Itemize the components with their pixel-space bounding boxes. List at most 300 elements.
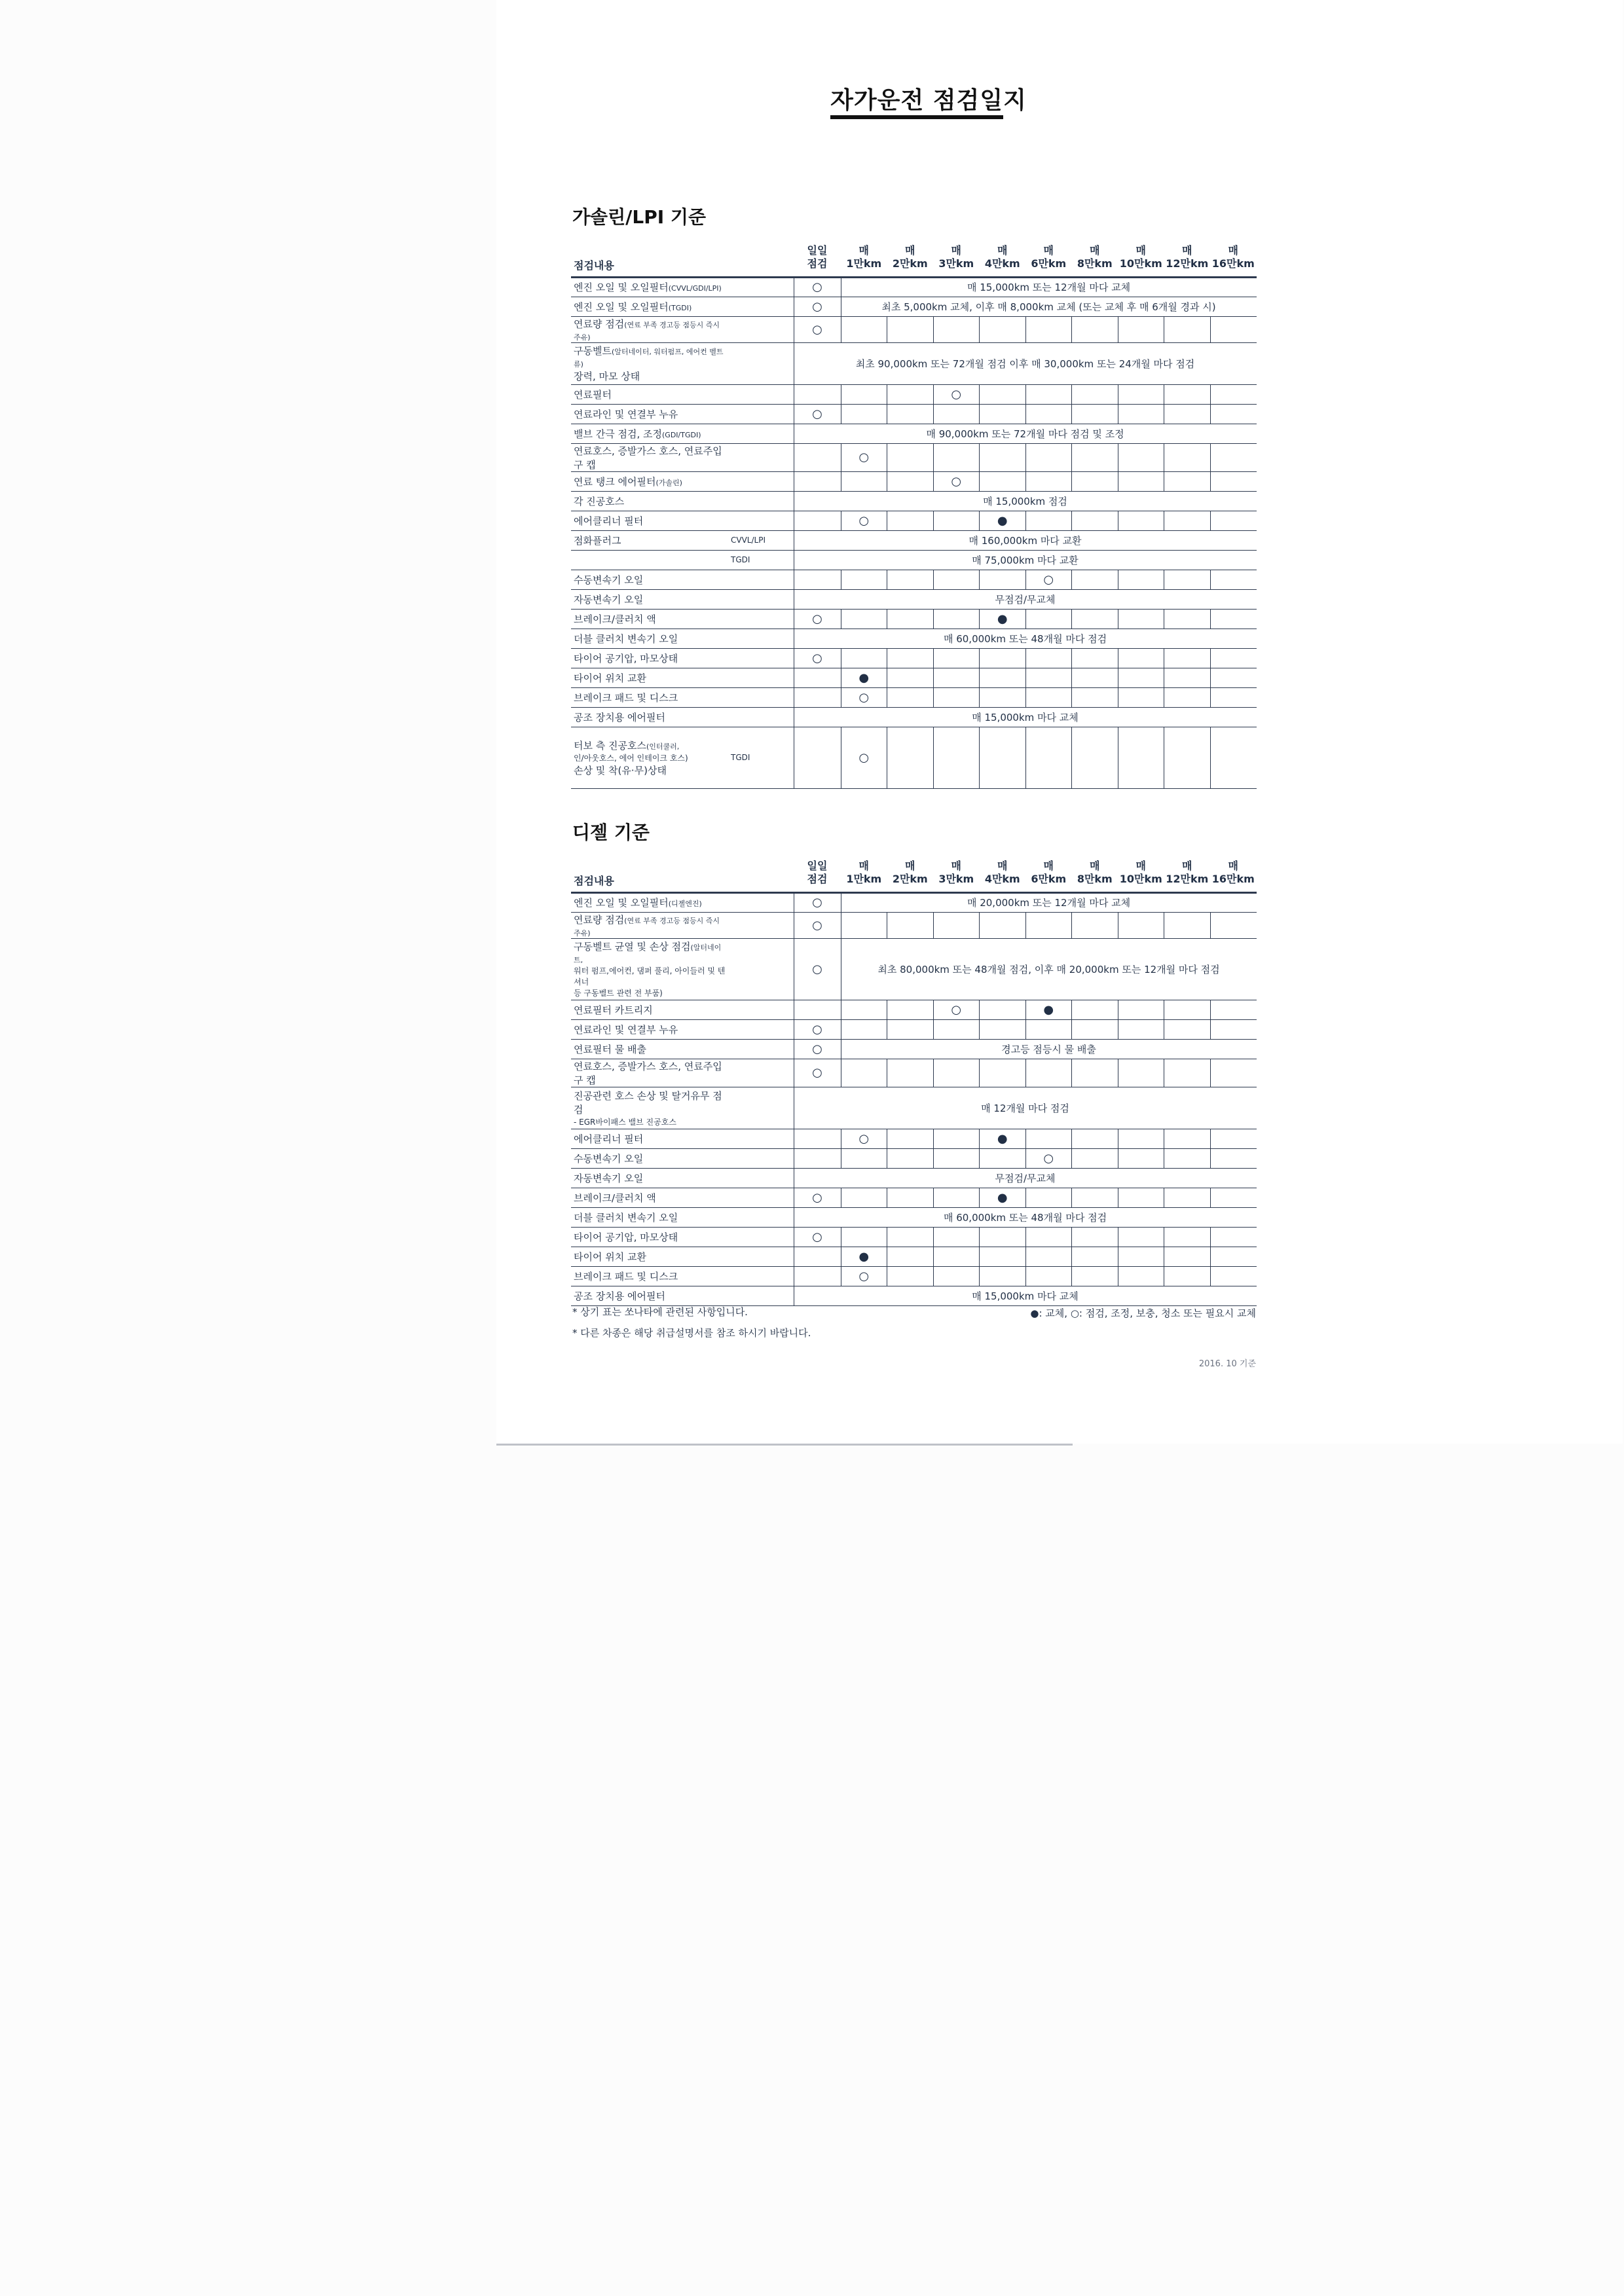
interval-mark xyxy=(841,648,887,668)
daily-check-mark: ○ xyxy=(794,648,841,668)
interval-mark xyxy=(1210,384,1257,404)
header-daily-bottom: 점검 xyxy=(807,257,828,270)
header-interval-bottom: 4만km xyxy=(984,873,1020,886)
interval-mark xyxy=(980,1000,1026,1019)
interval-mark xyxy=(1118,471,1164,491)
interval-mark xyxy=(1164,1247,1211,1266)
interval-mark xyxy=(1210,1247,1257,1266)
item-name: 연료 탱크 에어필터 xyxy=(574,475,656,488)
header-interval xyxy=(841,854,887,892)
interval-mark xyxy=(1118,727,1164,788)
header-daily-bottom: 점검 xyxy=(807,873,828,886)
interval-mark xyxy=(980,316,1026,342)
interval-mark xyxy=(841,1188,887,1207)
interval-mark xyxy=(1164,1129,1211,1148)
item-label xyxy=(571,589,728,609)
interval-mark xyxy=(1072,648,1118,668)
item-label xyxy=(571,609,728,629)
item-label xyxy=(571,1266,728,1286)
table-row xyxy=(571,727,1257,788)
header-interval xyxy=(1210,239,1257,277)
header-interval-top: 매 xyxy=(1043,860,1054,873)
item-engine-type xyxy=(728,511,794,530)
interval-mark xyxy=(887,404,934,424)
interval-mark: ○ xyxy=(1025,570,1072,589)
item-engine-type xyxy=(728,424,794,443)
item-name: 엔진 오일 및 오일필터 xyxy=(574,301,669,313)
header-interval-bottom: 16만km xyxy=(1211,873,1255,886)
item-engine-type: CVVL/LPI xyxy=(728,530,794,550)
header-interval-top: 매 xyxy=(1182,244,1192,257)
item-label xyxy=(571,938,728,1000)
table-row xyxy=(571,1207,1257,1227)
interval-mark xyxy=(1025,1266,1072,1286)
daily-check-mark xyxy=(794,1247,841,1266)
item-note: (CVVL/GDI/LPI) xyxy=(668,284,722,293)
interval-mark xyxy=(1118,687,1164,707)
header-interval-bottom: 4만km xyxy=(984,257,1020,270)
header-interval xyxy=(887,239,934,277)
interval-mark xyxy=(1164,316,1211,342)
interval-mark xyxy=(980,404,1026,424)
header-interval xyxy=(1164,854,1211,892)
interval-mark xyxy=(887,668,934,687)
interval-mark xyxy=(1072,1188,1118,1207)
interval-mark xyxy=(841,471,887,491)
table-row xyxy=(571,648,1257,668)
table-row xyxy=(571,424,1257,443)
daily-check-mark xyxy=(794,1129,841,1148)
item-note: (알터네이터, 워터펌프, 에어컨 벨트류) xyxy=(574,348,724,369)
item-name: 브레이크 패드 및 디스크 xyxy=(574,1270,678,1283)
header-interval-top: 매 xyxy=(1043,244,1054,257)
interval-span-note: 매 160,000km 마다 교환 xyxy=(794,530,1257,550)
table-row xyxy=(571,1129,1257,1148)
interval-mark xyxy=(1210,511,1257,530)
interval-span-note: 매 15,000km 또는 12개월 마다 교체 xyxy=(841,277,1257,297)
item-name: 공조 장치용 에어필터 xyxy=(574,711,665,723)
interval-mark xyxy=(1025,1227,1072,1247)
item-engine-type xyxy=(728,384,794,404)
item-label xyxy=(571,550,728,570)
interval-mark xyxy=(887,648,934,668)
item-label xyxy=(571,1019,728,1039)
item-engine-type xyxy=(728,471,794,491)
daily-check-mark xyxy=(794,668,841,687)
interval-mark xyxy=(1025,727,1072,788)
item-label xyxy=(571,316,728,342)
item-name: 진공관련 호스 손상 및 탈거유무 점검 xyxy=(574,1089,722,1116)
interval-mark xyxy=(1118,1188,1164,1207)
daily-check-mark xyxy=(794,727,841,788)
table-row xyxy=(571,1188,1257,1207)
interval-span-note: 매 75,000km 마다 교환 xyxy=(794,550,1257,570)
daily-check-mark xyxy=(794,443,841,471)
item-name: 연료필터 xyxy=(574,388,612,401)
item-name-continued: 인/아웃호스, 에어 인테이크 호스) xyxy=(574,753,688,763)
interval-mark xyxy=(1164,1000,1211,1019)
item-note: (GDI/TGDI) xyxy=(662,430,701,439)
interval-mark xyxy=(1072,1247,1118,1266)
item-engine-type xyxy=(728,1087,794,1129)
header-interval-top: 매 xyxy=(1228,244,1238,257)
interval-mark xyxy=(933,609,980,629)
interval-mark xyxy=(1164,1188,1211,1207)
item-name: 공조 장치용 에어필터 xyxy=(574,1290,665,1302)
interval-mark xyxy=(841,316,887,342)
interval-mark xyxy=(1210,404,1257,424)
item-name: 타이어 공기압, 마모상태 xyxy=(574,1231,678,1243)
table-header-row xyxy=(571,854,1257,892)
interval-mark xyxy=(933,687,980,707)
interval-mark xyxy=(841,1148,887,1168)
header-interval-bottom: 2만km xyxy=(892,873,928,886)
item-name: 연료량 점검 xyxy=(574,913,625,926)
interval-mark xyxy=(980,687,1026,707)
header-interval-bottom: 16만km xyxy=(1211,257,1255,270)
interval-span-note: 최초 5,000km 교체, 이후 매 8,000km 교체 (또는 교체 후 매 6개월 경과 시) xyxy=(841,297,1257,316)
interval-mark xyxy=(1164,912,1211,938)
interval-mark xyxy=(841,404,887,424)
item-note: (연료 부족 경고등 점등시 즉시 주유) xyxy=(574,320,720,342)
interval-mark xyxy=(1118,384,1164,404)
item-label xyxy=(571,1148,728,1168)
interval-mark xyxy=(1210,316,1257,342)
interval-mark xyxy=(841,609,887,629)
table-row xyxy=(571,609,1257,629)
interval-mark: ○ xyxy=(841,1266,887,1286)
interval-span-note: 최초 80,000km 또는 48개월 점검, 이후 매 20,000km 또는 12개월 마다 점검 xyxy=(841,938,1257,1000)
item-engine-type xyxy=(728,892,794,912)
interval-mark xyxy=(1072,1266,1118,1286)
interval-mark xyxy=(887,1059,934,1087)
interval-mark xyxy=(887,1188,934,1207)
daily-check-mark xyxy=(794,570,841,589)
header-interval xyxy=(1025,854,1072,892)
item-label xyxy=(571,1129,728,1148)
interval-mark xyxy=(1210,471,1257,491)
daily-check-mark xyxy=(794,1266,841,1286)
edition-date: 2016. 10 기준 xyxy=(1198,1359,1256,1369)
interval-mark xyxy=(980,668,1026,687)
daily-check-mark: ○ xyxy=(794,404,841,424)
item-name: 더블 클러치 변속기 오일 xyxy=(574,632,678,645)
interval-mark xyxy=(1210,648,1257,668)
table-row xyxy=(571,1059,1257,1087)
item-engine-type xyxy=(728,1227,794,1247)
table-row xyxy=(571,1000,1257,1019)
interval-mark xyxy=(887,570,934,589)
item-name: 연료량 점검 xyxy=(574,318,625,330)
table-row xyxy=(571,342,1257,384)
interval-mark xyxy=(1025,687,1072,707)
item-engine-type xyxy=(728,342,794,384)
symbol-legend: ●: 교체, ○: 점검, 조정, 보충, 청소 또는 필요시 교체 xyxy=(1030,1307,1256,1319)
item-label xyxy=(571,707,728,727)
header-interval-bottom: 3만km xyxy=(938,257,974,270)
header-interval-top: 매 xyxy=(997,244,1008,257)
interval-mark xyxy=(933,511,980,530)
item-name: 타이어 위치 교환 xyxy=(574,672,646,684)
table-row xyxy=(571,1039,1257,1059)
interval-mark xyxy=(887,1000,934,1019)
interval-mark xyxy=(1164,570,1211,589)
interval-mark xyxy=(1025,1129,1072,1148)
item-name: 자동변속기 오일 xyxy=(574,1172,644,1184)
interval-mark xyxy=(1118,1266,1164,1286)
item-name: 에어클리너 필터 xyxy=(574,1133,644,1145)
interval-mark: ○ xyxy=(841,443,887,471)
daily-check-mark xyxy=(794,687,841,707)
item-engine-type xyxy=(728,1129,794,1148)
table-row xyxy=(571,912,1257,938)
interval-mark xyxy=(1025,384,1072,404)
interval-mark xyxy=(1072,471,1118,491)
interval-mark xyxy=(1210,609,1257,629)
daily-check-mark: ○ xyxy=(794,609,841,629)
item-name: 브레이크/클러치 액 xyxy=(574,613,656,625)
header-interval-top: 매 xyxy=(951,244,961,257)
interval-mark xyxy=(841,384,887,404)
interval-mark xyxy=(1118,1129,1164,1148)
item-label xyxy=(571,404,728,424)
interval-mark xyxy=(1025,404,1072,424)
header-item-label: 점검내용 xyxy=(571,239,794,277)
header-interval-bottom: 10만km xyxy=(1119,257,1162,270)
header-daily-top: 일일 xyxy=(807,860,828,873)
header-interval-bottom: 1만km xyxy=(846,257,882,270)
interval-mark xyxy=(887,1227,934,1247)
item-note: (인터쿨러, xyxy=(646,742,680,751)
interval-mark xyxy=(1072,727,1118,788)
header-interval-top: 매 xyxy=(1228,860,1238,873)
item-label xyxy=(571,491,728,511)
table-row xyxy=(571,491,1257,511)
interval-mark xyxy=(1072,1059,1118,1087)
header-interval-bottom: 12만km xyxy=(1166,873,1209,886)
interval-mark xyxy=(1164,471,1211,491)
daily-check-mark: ○ xyxy=(794,277,841,297)
item-label xyxy=(571,384,728,404)
table-header-row xyxy=(571,239,1257,277)
interval-mark xyxy=(1025,912,1072,938)
item-name: 연료호스, 증발가스 호스, 연료주입구 캡 xyxy=(574,445,722,471)
interval-span-note: 매 15,000km 마다 교체 xyxy=(794,1286,1257,1305)
interval-mark xyxy=(1164,727,1211,788)
item-name: 각 진공호스 xyxy=(574,495,625,507)
item-name: 연료라인 및 연결부 누유 xyxy=(574,1023,678,1036)
table-row xyxy=(571,629,1257,648)
header-interval-bottom: 6만km xyxy=(1031,873,1067,886)
daily-check-mark: ○ xyxy=(794,892,841,912)
interval-mark xyxy=(1072,1019,1118,1039)
interval-mark xyxy=(1118,511,1164,530)
table-row xyxy=(571,277,1257,297)
interval-mark xyxy=(980,727,1026,788)
item-engine-type xyxy=(728,648,794,668)
item-engine-type xyxy=(728,491,794,511)
interval-mark xyxy=(1210,443,1257,471)
interval-mark xyxy=(1025,471,1072,491)
interval-mark xyxy=(1025,316,1072,342)
header-interval-top: 매 xyxy=(858,860,869,873)
item-label xyxy=(571,1168,728,1188)
header-interval-top: 매 xyxy=(905,244,915,257)
interval-mark xyxy=(841,1000,887,1019)
header-interval-bottom: 2만km xyxy=(892,257,928,270)
interval-mark xyxy=(1210,1019,1257,1039)
item-engine-type xyxy=(728,707,794,727)
daily-check-mark: ○ xyxy=(794,1019,841,1039)
interval-mark xyxy=(933,1266,980,1286)
table-row xyxy=(571,892,1257,912)
interval-mark xyxy=(1118,648,1164,668)
interval-mark: ● xyxy=(980,511,1026,530)
interval-mark xyxy=(887,471,934,491)
interval-mark xyxy=(980,443,1026,471)
interval-mark xyxy=(887,727,934,788)
interval-mark xyxy=(1072,912,1118,938)
item-engine-type xyxy=(728,1059,794,1087)
header-interval-top: 매 xyxy=(1090,860,1100,873)
interval-mark xyxy=(1025,443,1072,471)
interval-mark xyxy=(980,912,1026,938)
item-name: 더블 클러치 변속기 오일 xyxy=(574,1211,678,1224)
header-interval xyxy=(933,854,980,892)
interval-mark xyxy=(1164,668,1211,687)
interval-mark xyxy=(1025,668,1072,687)
interval-mark xyxy=(933,443,980,471)
item-name: 브레이크/클러치 액 xyxy=(574,1192,656,1204)
item-engine-type xyxy=(728,912,794,938)
table-row xyxy=(571,687,1257,707)
item-engine-type xyxy=(728,277,794,297)
header-interval xyxy=(1164,239,1211,277)
interval-mark xyxy=(1210,1266,1257,1286)
interval-mark xyxy=(1164,1227,1211,1247)
interval-span-note: 매 60,000km 또는 48개월 마다 점검 xyxy=(794,629,1257,648)
item-engine-type xyxy=(728,1148,794,1168)
item-name: 연료라인 및 연결부 누유 xyxy=(574,408,678,420)
interval-mark xyxy=(1072,687,1118,707)
header-interval xyxy=(1118,854,1164,892)
interval-mark xyxy=(1164,1019,1211,1039)
item-engine-type xyxy=(728,404,794,424)
interval-mark xyxy=(1072,570,1118,589)
table-row xyxy=(571,1247,1257,1266)
item-engine-type xyxy=(728,1266,794,1286)
item-name-continued: 등 구동벨트 관련 전 부품) xyxy=(574,989,663,998)
item-label xyxy=(571,342,728,384)
header-interval-top: 매 xyxy=(1135,244,1146,257)
interval-mark xyxy=(933,1188,980,1207)
header-interval-bottom: 1만km xyxy=(846,873,882,886)
header-interval-top: 매 xyxy=(1182,860,1192,873)
daily-check-mark: ○ xyxy=(794,1227,841,1247)
table-row xyxy=(571,404,1257,424)
item-engine-type xyxy=(728,443,794,471)
item-name-continued: - EGR바이패스 밸브 진공호스 xyxy=(574,1117,676,1127)
item-engine-type xyxy=(728,1188,794,1207)
table-row xyxy=(571,1019,1257,1039)
item-label xyxy=(571,424,728,443)
interval-span-note: 무점검/무교체 xyxy=(794,1168,1257,1188)
document-page xyxy=(496,0,1624,1448)
interval-mark xyxy=(887,511,934,530)
interval-mark xyxy=(1072,1227,1118,1247)
interval-mark xyxy=(887,609,934,629)
item-name: 수동변속기 오일 xyxy=(574,574,644,586)
interval-mark xyxy=(887,1129,934,1148)
header-interval-bottom: 8만km xyxy=(1077,257,1113,270)
item-label xyxy=(571,1207,728,1227)
interval-mark xyxy=(1118,912,1164,938)
interval-mark xyxy=(1164,384,1211,404)
interval-mark xyxy=(980,1019,1026,1039)
interval-mark xyxy=(841,1059,887,1087)
item-name: 엔진 오일 및 오일필터 xyxy=(574,897,669,909)
item-engine-type xyxy=(728,589,794,609)
header-interval xyxy=(1025,239,1072,277)
interval-mark xyxy=(933,727,980,788)
item-label xyxy=(571,1247,728,1266)
interval-mark xyxy=(1164,687,1211,707)
item-engine-type xyxy=(728,687,794,707)
interval-mark xyxy=(1210,1188,1257,1207)
interval-mark xyxy=(1025,648,1072,668)
interval-span-note: 매 90,000km 또는 72개월 마다 점검 및 조정 xyxy=(794,424,1257,443)
interval-mark xyxy=(933,1227,980,1247)
interval-mark xyxy=(980,1227,1026,1247)
interval-mark xyxy=(1118,1019,1164,1039)
item-label xyxy=(571,668,728,687)
interval-mark xyxy=(1210,570,1257,589)
header-interval-top: 매 xyxy=(1090,244,1100,257)
interval-span-note: 매 15,000km 점검 xyxy=(794,491,1257,511)
item-engine-type xyxy=(728,1207,794,1227)
interval-mark xyxy=(1072,443,1118,471)
daily-check-mark xyxy=(794,1148,841,1168)
interval-mark xyxy=(1210,1059,1257,1087)
item-label xyxy=(571,687,728,707)
item-name: 연료필터 카트리지 xyxy=(574,1004,653,1016)
interval-mark xyxy=(1072,1000,1118,1019)
daily-check-mark: ○ xyxy=(794,1059,841,1087)
table-row xyxy=(571,668,1257,687)
interval-mark xyxy=(1072,384,1118,404)
item-label xyxy=(571,1087,728,1129)
item-engine-type xyxy=(728,629,794,648)
interval-mark xyxy=(841,912,887,938)
interval-mark xyxy=(1210,912,1257,938)
table-row xyxy=(571,471,1257,491)
item-label xyxy=(571,1286,728,1305)
interval-mark xyxy=(980,570,1026,589)
interval-mark xyxy=(933,404,980,424)
interval-mark: ○ xyxy=(933,1000,980,1019)
item-engine-type xyxy=(728,1286,794,1305)
item-label xyxy=(571,570,728,589)
item-name: 연료호스, 증발가스 호스, 연료주입구 캡 xyxy=(574,1060,722,1086)
interval-mark xyxy=(1118,570,1164,589)
daily-check-mark: ○ xyxy=(794,297,841,316)
interval-mark: ● xyxy=(980,1188,1026,1207)
interval-mark xyxy=(1072,668,1118,687)
interval-mark xyxy=(887,912,934,938)
interval-mark xyxy=(1025,511,1072,530)
item-engine-type xyxy=(728,316,794,342)
interval-mark xyxy=(1118,609,1164,629)
